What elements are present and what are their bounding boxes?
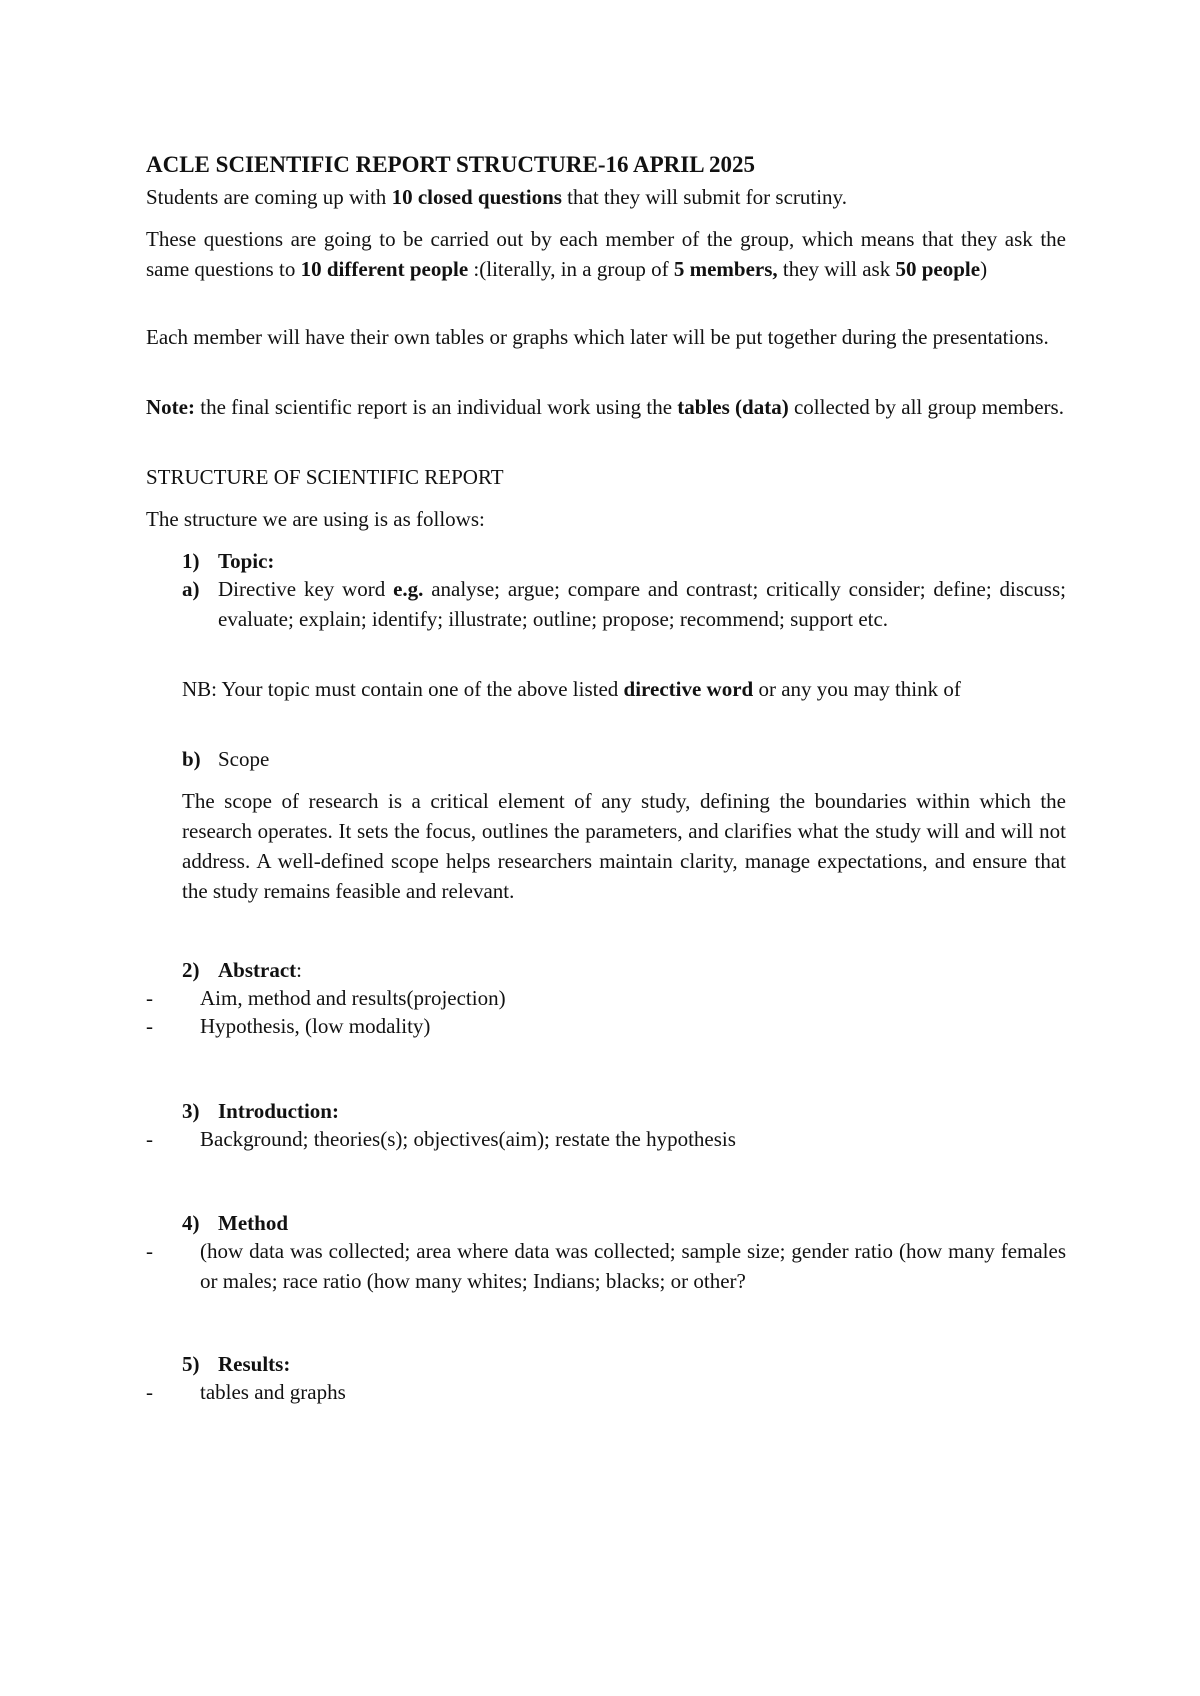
bullet-text: Aim, method and results(projection) <box>200 986 506 1010</box>
scope-paragraph: The scope of research is a critical element of any study, defining the boundaries within which the research operates. It sets the focus, outlines the parameters, and clarifies what the study will and will not address. A well-defined scope helps researchers maintain clarity, manage expectations, and ensure that the study remains feasible and relevant. <box>182 789 1066 903</box>
bold-run: 10 closed questions <box>391 185 562 209</box>
dash-marker: - <box>146 1127 153 1151</box>
list-marker: a) <box>182 577 200 601</box>
section-abstract-title <box>218 955 1066 985</box>
section-introduction-heading <box>182 1096 1066 1126</box>
section-label: Topic: <box>218 549 275 573</box>
text-run: These questions are going to be carried out by each member of the group, which means that they ask the same questions to <box>146 227 1066 281</box>
dash-marker: - <box>146 986 153 1010</box>
section-label: Abstract <box>218 958 297 982</box>
dash-marker: - <box>146 1239 153 1263</box>
text-run: ) <box>980 257 988 281</box>
intro-paragraph-2 <box>146 224 1066 284</box>
topic-item-b <box>182 744 1066 774</box>
method-item-1 <box>146 1236 1066 1296</box>
section-abstract-heading <box>182 955 1066 985</box>
intro-paragraph-note <box>146 392 1066 422</box>
abstract-item-2 <box>146 1011 1066 1041</box>
introduction-item-1 <box>146 1124 1066 1154</box>
section-label: Introduction: <box>218 1099 339 1123</box>
text-run: Students are coming up with <box>146 185 392 209</box>
section-label: Method <box>218 1211 288 1235</box>
text-run: : <box>296 958 302 982</box>
note-label: Note: <box>146 395 195 419</box>
dash-marker: - <box>146 1014 153 1038</box>
intro-paragraph-1 <box>146 182 1066 212</box>
bullet-text: Hypothesis, (low modality) <box>200 1014 431 1038</box>
text-run: NB: Your topic must contain one of the above listed <box>182 677 624 701</box>
bullet-text: Background; theories(s); objectives(aim); restate the hypothesis <box>200 1127 736 1151</box>
text-run: Directive key word <box>218 577 394 601</box>
section-label: Results: <box>218 1352 291 1376</box>
topic-item-a-text <box>218 574 1066 634</box>
dash-marker: - <box>146 1380 153 1404</box>
list-marker: 3) <box>182 1099 200 1123</box>
text-run: the final scientific report is an individual work using the <box>194 395 678 419</box>
abstract-item-1 <box>146 983 1066 1013</box>
bold-run: 10 different people <box>300 257 469 281</box>
bold-run: directive word <box>623 677 754 701</box>
text-run: they will ask <box>777 257 896 281</box>
list-marker: 2) <box>182 958 200 982</box>
topic-nb-paragraph <box>182 674 1066 704</box>
text-run: that they will submit for scrutiny. <box>561 185 847 209</box>
results-item-1 <box>146 1377 1066 1407</box>
topic-item-a <box>182 574 1066 634</box>
structure-heading: STRUCTURE OF SCIENTIFIC REPORT <box>146 465 504 489</box>
list-marker: b) <box>182 747 201 771</box>
intro-paragraph-3: Each member will have their own tables or graphs which later will be put together during the presentations. <box>146 325 1049 349</box>
text-run: or any you may think of <box>753 677 961 701</box>
list-marker: 1) <box>182 549 200 573</box>
bold-run: e.g. <box>393 577 424 601</box>
bold-run: 5 members, <box>673 257 778 281</box>
bold-run: tables (data) <box>677 395 789 419</box>
text-run: collected by all group members. <box>788 395 1064 419</box>
structure-intro: The structure we are using is as follows: <box>146 507 485 531</box>
section-topic-heading <box>182 546 1066 576</box>
list-marker: 4) <box>182 1211 200 1235</box>
text-run: analyse; argue; compare and contrast; critically consider; define; discuss; evaluate; explain; identify; illustrate; outline; propose; recommend; support etc. <box>218 577 1066 631</box>
bold-run: 50 people <box>895 257 981 281</box>
document-title: ACLE SCIENTIFIC REPORT STRUCTURE-16 APRIL 2025 <box>146 152 756 177</box>
topic-item-b-text: Scope <box>218 747 270 771</box>
text-run: :(literally, in a group of <box>468 257 674 281</box>
bullet-text: (how data was collected; area where data was collected; sample size; gender ratio (how many females or males; race ratio (how many whites; Indians; blacks; or other? <box>200 1239 1066 1293</box>
section-results-heading <box>182 1349 1066 1379</box>
list-marker: 5) <box>182 1352 200 1376</box>
section-method-heading <box>182 1208 1066 1238</box>
bullet-text: tables and graphs <box>200 1380 346 1404</box>
